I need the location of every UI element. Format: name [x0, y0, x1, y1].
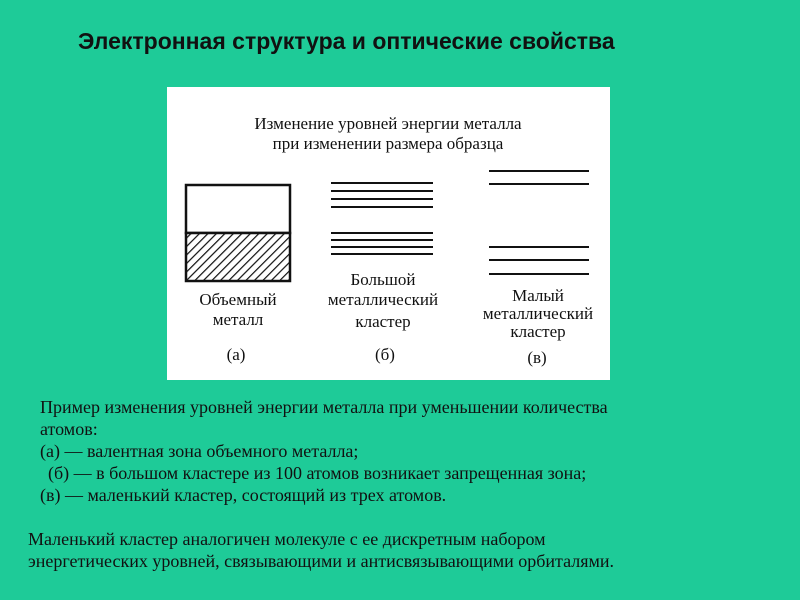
figure-caption — [40, 396, 780, 506]
figure-heading-line2: при изменении размера образца — [272, 134, 504, 153]
summary-text — [28, 528, 788, 572]
panel-a-label-line1: Объемный — [199, 290, 277, 309]
caption-line: (в) — маленький кластер, состоящий из трех атомов. — [40, 485, 447, 505]
slide-title: Электронная структура и оптические свойства — [78, 28, 615, 54]
small-cluster-levels — [489, 171, 589, 274]
summary-line: энергетических уровней, связывающими и антисвязывающими орбиталями. — [28, 551, 615, 571]
panel-b-label-line3: кластер — [355, 312, 411, 331]
panel-c-letter: (в) — [527, 348, 547, 367]
panel-c-label-line3: кластер — [510, 322, 566, 341]
caption-line: Пример изменения уровней энергии металла при уменьшении количества — [40, 397, 608, 417]
panel-b-label-line1: Большой — [350, 270, 416, 289]
caption-line: (а) — валентная зона объемного металла; — [40, 441, 359, 461]
bulk-metal-band-diagram — [186, 185, 290, 281]
filled-valence-band — [186, 233, 290, 281]
panel-c-label-line2: металлический — [482, 304, 594, 323]
panel-a-label-line2: металл — [212, 310, 264, 329]
caption-line: атомов: — [40, 419, 98, 439]
energy-levels-figure — [167, 87, 610, 380]
caption-line: (б) — в большом кластере из 100 атомов возникает запрещенная зона; — [48, 463, 587, 483]
empty-band — [186, 185, 290, 233]
panel-b-letter: (б) — [375, 345, 395, 364]
panel-a-letter: (а) — [226, 345, 246, 364]
panel-b-label-line2: металлический — [327, 290, 439, 309]
large-cluster-levels — [331, 183, 433, 254]
panel-c-label-line1: Малый — [512, 286, 564, 305]
figure-heading-line1: Изменение уровней энергии металла — [254, 114, 522, 133]
summary-line: Маленький кластер аналогичен молекуле с ее дискретным набором — [28, 529, 546, 549]
